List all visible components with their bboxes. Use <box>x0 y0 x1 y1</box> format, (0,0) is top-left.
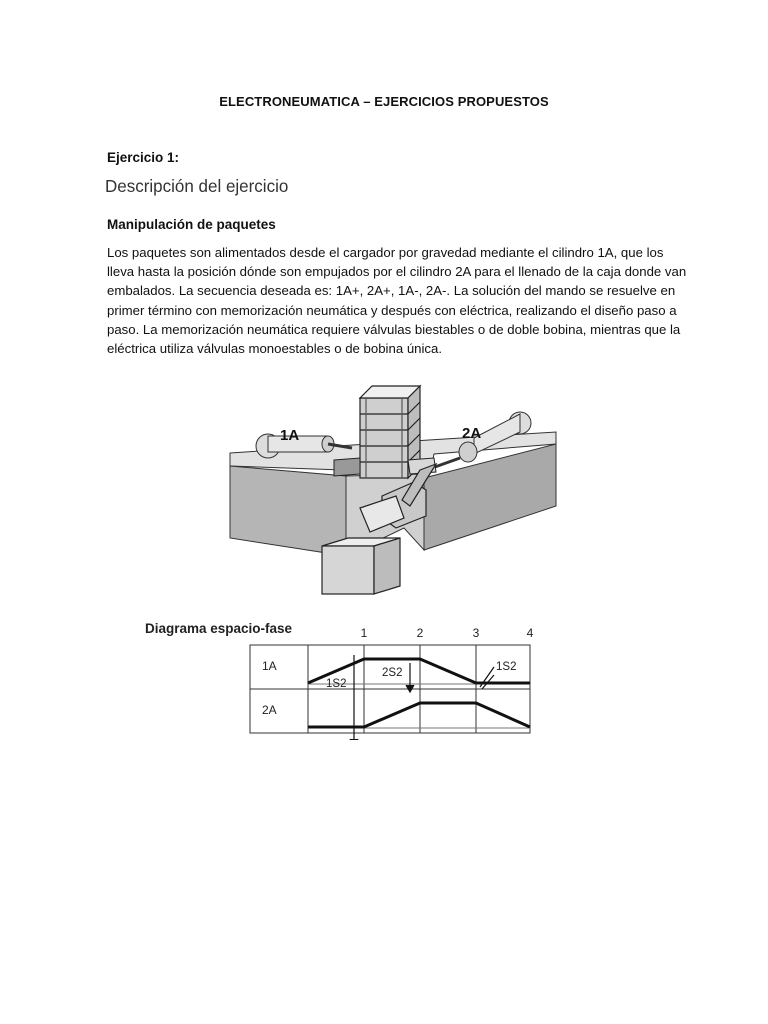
arrow-head <box>350 739 358 740</box>
step-label: 3 <box>472 626 480 640</box>
subsection-title: Manipulación de paquetes <box>107 217 276 232</box>
phase-diagram <box>140 615 550 740</box>
step-label: 1 <box>360 626 368 640</box>
row-label: 2A <box>262 703 277 717</box>
cylinder-2a-label: 2A <box>462 425 482 442</box>
step-labels <box>361 626 534 640</box>
phase-diagram-title: Diagrama espacio-fase <box>145 621 293 636</box>
paragraph-line: primer término con memorización neumática y después con eléctrica, realizando el diseño paso a <box>107 302 677 318</box>
step-label: 4 <box>526 626 534 640</box>
base-front-right <box>424 444 556 550</box>
document-title: ELECTRONEUMATICA – EJERCICIOS PROPUESTOS <box>219 94 549 109</box>
exercise-label: Ejercicio 1: <box>107 150 180 165</box>
paragraph-line: lleva hasta la posición dónde son empujados por el cilindro 2A para el llenado de la caja donde van <box>107 264 687 280</box>
packing-box <box>322 538 400 594</box>
signal-label: 1S2 <box>326 678 347 690</box>
base-front-left <box>230 466 346 556</box>
trace-2a <box>308 703 530 727</box>
description-paragraph <box>107 243 687 358</box>
paragraph-line: embalados. La secuencia deseada es: 1A+, 2A+, 1A-, 2A-. La solución del mando se resuelve en <box>107 283 676 299</box>
paragraph-line: paso. La memorización neumática requiere válvulas biestables o de doble bobina, mientras que la <box>107 321 681 337</box>
signal-annotations <box>326 655 516 740</box>
cylinder-1a-label: 1A <box>280 427 300 444</box>
machine-illustration <box>224 378 564 603</box>
row-labels <box>262 659 277 717</box>
signal-label: 1S2 <box>496 661 517 673</box>
step-label: 2 <box>416 626 424 640</box>
signal-label: 2S2 <box>382 667 403 679</box>
paragraph-line: eléctrica utiliza válvulas monoestables o de bobina única. <box>107 341 443 357</box>
section-heading: Descripción del ejercicio <box>105 176 289 197</box>
row-label: 1A <box>262 659 277 673</box>
paragraph-line: Los paquetes son alimentados desde el cargador por gravedad mediante el cilindro 1A, que los <box>107 245 664 260</box>
